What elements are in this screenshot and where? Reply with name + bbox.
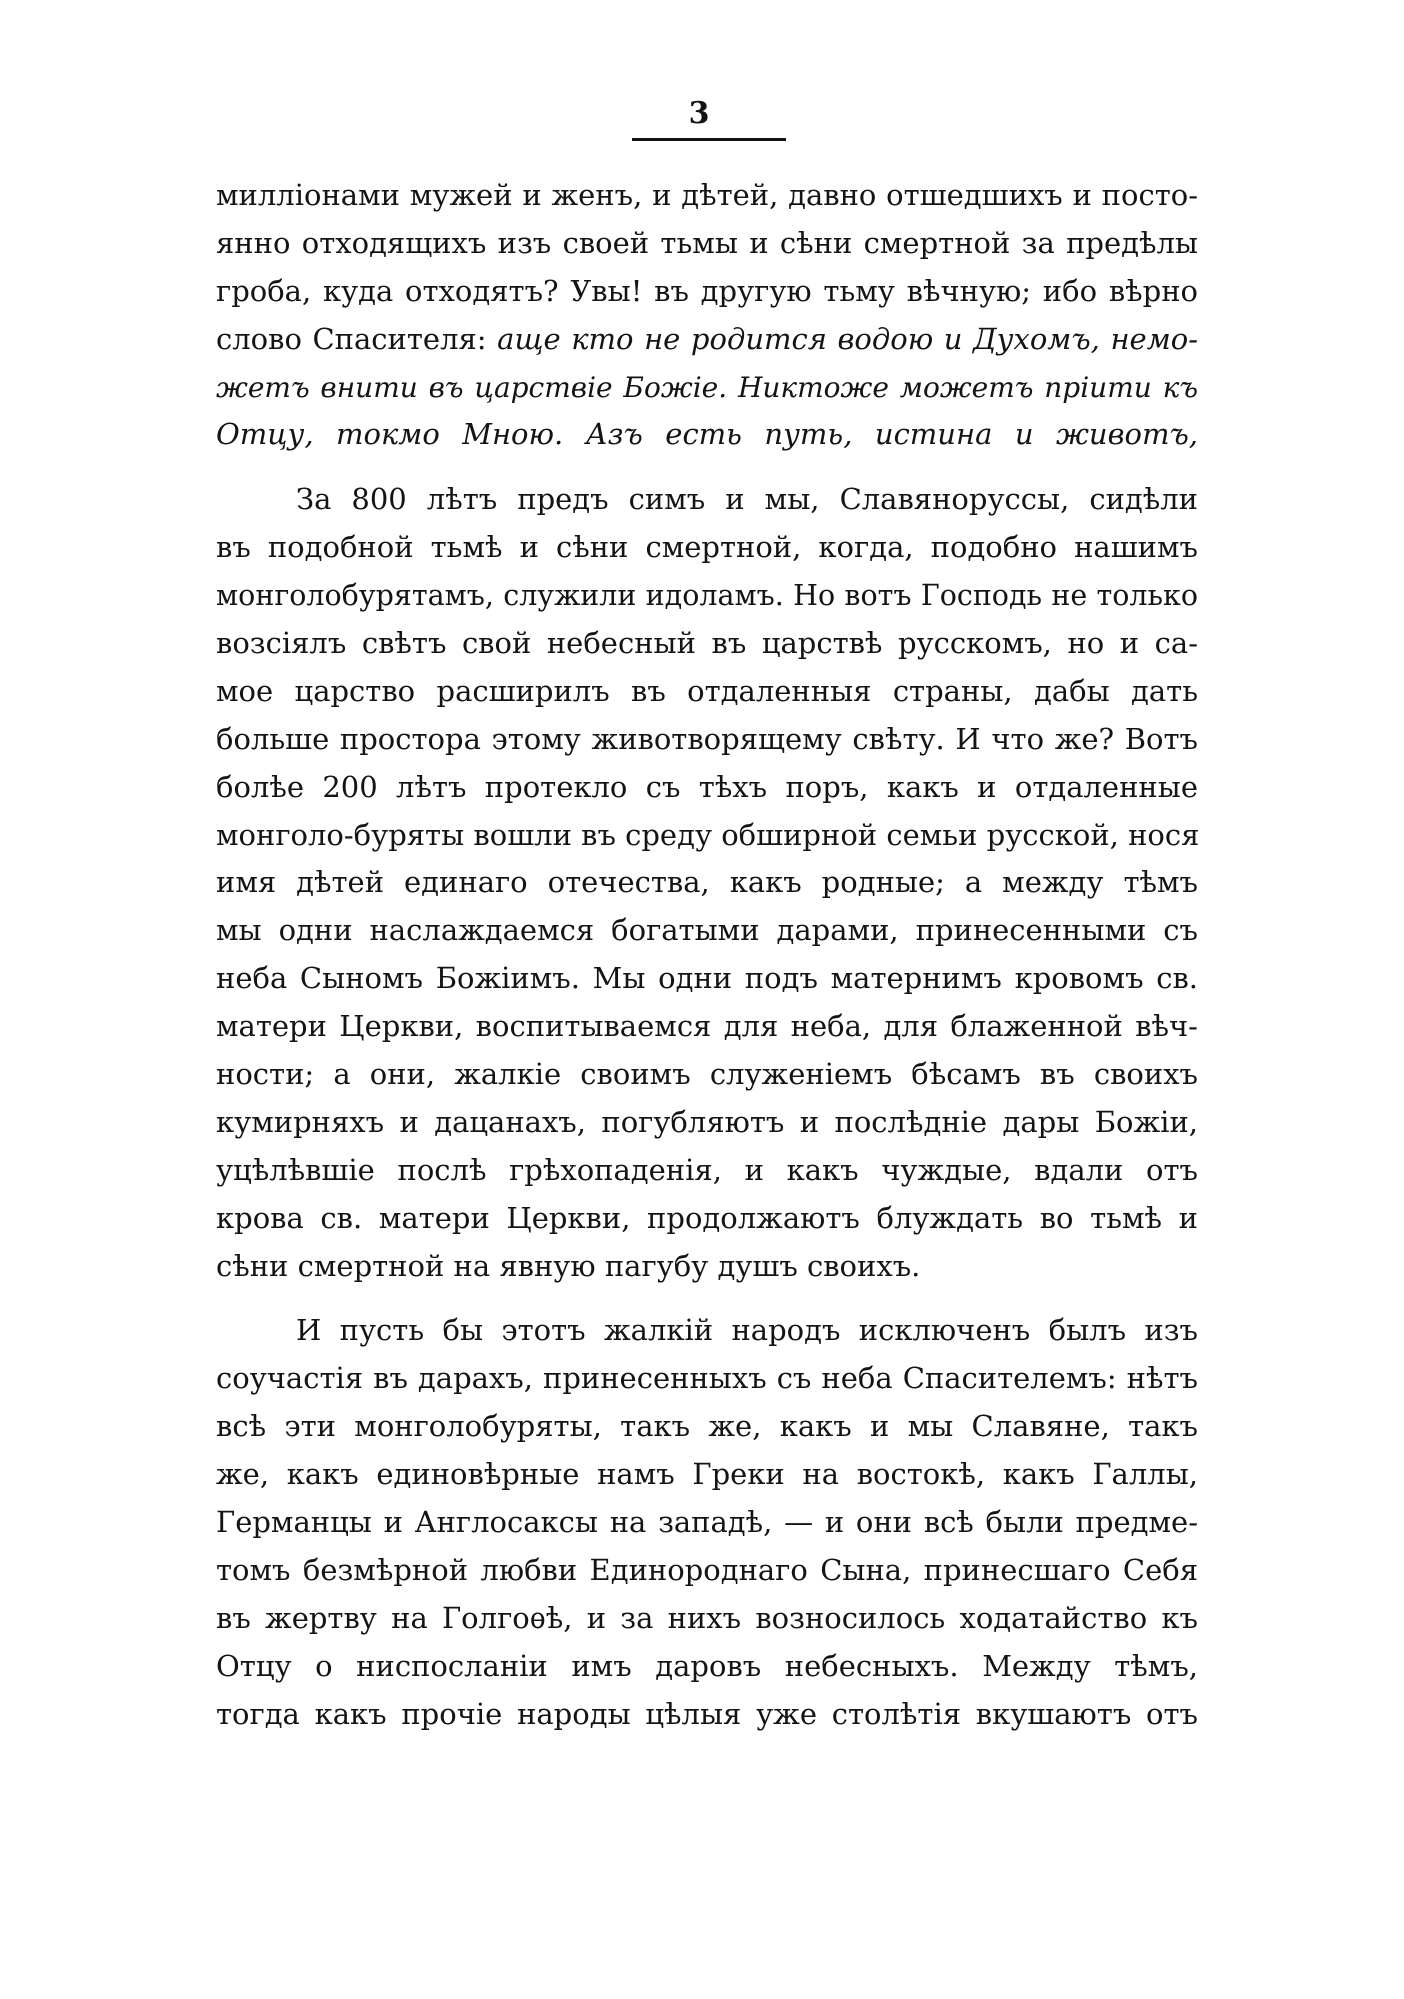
text-line: неба Сыномъ Божіимъ. Мы одни подъ матернимъ кровомъ св. [216,961,1198,996]
text-line: Германцы и Англосаксы на западѣ, — и они всѣ были предме- [216,1505,1198,1540]
text-line: Отцу о ниспосланіи имъ даровъ небесныхъ. Между тѣмъ, [216,1648,1198,1683]
text-line: матери Церкви, воспитываемся для неба, для блаженной вѣч- [216,1009,1198,1044]
text-line: мое царство расширилъ въ отдаленныя страны, дабы дать [216,673,1198,708]
text-line: соучастія въ дарахъ, принесенныхъ съ неба Спасителемъ: нѣтъ [216,1361,1198,1396]
paragraph-first-line: И пусть бы этотъ жалкій народъ исключенъ былъ изъ [296,1313,1198,1348]
text-line: милліонами мужей и женъ, и дѣтей, давно отшедшихъ и посто- [216,178,1198,212]
header-rule [632,138,786,141]
text-line: томъ безмѣрной любви Единороднаго Сына, принесшаго Себя [216,1552,1198,1587]
text-line: въ подобной тьмѣ и сѣни смертной, когда, подобно нашимъ [216,530,1198,565]
scripture-quote-line: Отцу, токмо Мною. Азъ есть путь, истина и животъ, [216,417,1198,452]
paragraph-last-line: сѣни смертной на явную пагубу душъ своихъ. [216,1248,921,1283]
text-line: имя дѣтей единаго отечества, какъ родные; а между тѣмъ [216,865,1198,900]
text-span: слово Спасителя: [216,321,487,356]
text-line: монголо-буряты вошли въ среду обширной семьи русской, нося [216,817,1200,852]
paragraph-gap [216,1290,1198,1307]
text-line: же, какъ единовѣрные намъ Греки на востокѣ, какъ Галлы, [216,1457,1198,1492]
text-line: крова св. матери Церкви, продолжаютъ блуждать во тьмѣ и [216,1200,1198,1235]
scripture-quote: аще кто не родится водою и Духомъ, немо- [497,321,1199,356]
text-line: гроба, куда отходятъ? Увы! въ другую тьму вѣчную; ибо вѣрно [216,273,1198,308]
text-line: янно отходящихъ изъ своей тьмы и сѣни смертной за предѣлы [216,225,1198,260]
text-line: тогда какъ прочіе народы цѣлыя уже столѣтія вкушаютъ отъ [216,1696,1198,1731]
text-line: больше простора этому животворящему свѣту. И что же? Вотъ [216,721,1198,756]
scripture-quote-line: жетъ внити въ царствіе Божіе. Никтоже можетъ пріити къ [216,370,1198,404]
text-line: всѣ эти монголобуряты, такъ же, какъ и мы Славяне, такъ [216,1409,1198,1444]
paragraph-first-line: За 800 лѣтъ предъ симъ и мы, Славянорусcы, сидѣли [296,482,1198,517]
text-line: возсіялъ свѣтъ свой небесный въ царствѣ русскомъ, но и са- [216,626,1198,661]
text-line: монголобурятамъ, служили идоламъ. Но вотъ Господь не только [216,579,1198,613]
text-line: кумирняхъ и дацанахъ, погубляютъ и послѣдніе дары Божіи, [216,1104,1198,1139]
page-number: 3 [688,96,710,131]
text-line: въ жертву на Голгоѳѣ, и за нихъ возносилось ходатайство къ [216,1600,1198,1635]
text-line: болѣе 200 лѣтъ протекло съ тѣхъ поръ, какъ и отдаленные [216,769,1198,804]
body-text [216,172,1198,1739]
text-line: уцѣлѣвшіе послѣ грѣхопаденія, и какъ чуждые, вдали отъ [216,1152,1198,1187]
text-line: мы одни наслаждаемся богатыми дарами, принесенными съ [216,913,1198,948]
paragraph-gap [216,459,1198,476]
text-line: ности; а они, жалкіе своимъ служеніемъ бѣсамъ въ своихъ [216,1057,1198,1092]
text-line-mixed [216,316,1198,364]
